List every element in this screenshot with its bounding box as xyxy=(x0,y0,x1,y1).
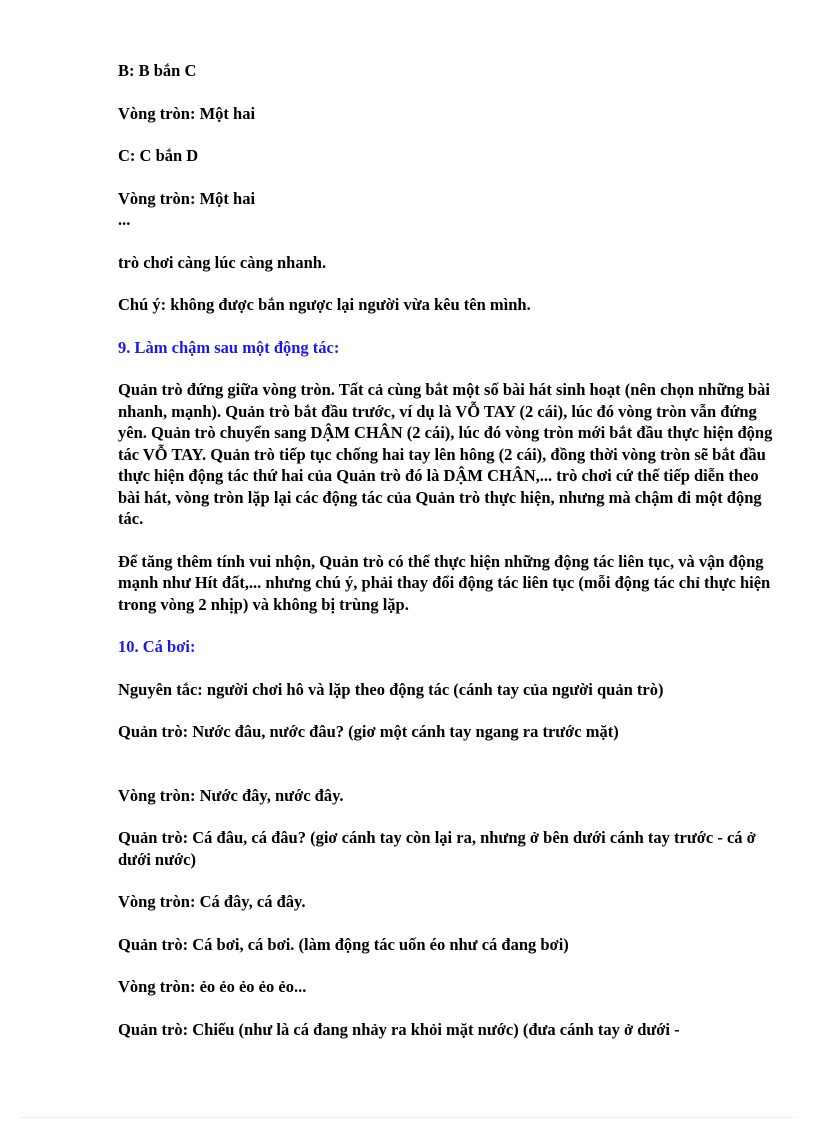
section-9-heading: 9. Làm chậm sau một động tác: xyxy=(118,337,340,357)
dialog-circle-1: Vòng tròn: Nước đây, nước đây. xyxy=(118,785,344,805)
line-b-shoots-c: B: B bắn C xyxy=(118,61,197,80)
line-circle-one-two: Vòng tròn: Một hai xyxy=(118,103,256,123)
line-ellipsis: ... xyxy=(118,210,131,229)
section-9-paragraph-2: Để tăng thêm tính vui nhộn, Quản trò có thể thực hiện những động tác liên tục, và vận động mạnh như Hít đất,... nhưng chú ý, phải thay đổi động tác liên tục (mỗi động tác chỉ thực hiện trong vòng 2 nhịp) và không bị trùng lặp. xyxy=(118,551,771,614)
section-9-paragraph-1: Quản trò đứng giữa vòng tròn. Tất cả cùng bắt một số bài hát sinh hoạt (nên chọn những bài nhanh, mạnh). Quản trò bắt đầu trước, ví dụ là VỖ TAY (2 cái), lúc đó vòng tròn vẫn đứng yên. Quản trò chuyển sang DẬM CHÂN (2 cái), lúc đó vòng tròn mới bắt đầu thực hiện động tác VỖ TAY. Quản trò tiếp tục chống hai tay lên hông (2 cái), đồng thời vòng tròn sẽ bắt đầu thực hiện động tác thứ hai của Quản trò đó là DẬM CHÂN,... trò chơi cứ thế tiếp diễn theo bài hát, vòng tròn lặp lại các động tác của Quản trò thực hiện, nhưng mà chậm đi một động tác. xyxy=(118,380,773,528)
dialog-circle-3: Vòng tròn: ẻo ẻo ẻo ẻo ẻo... xyxy=(118,977,307,996)
dialog-leader-1: Quản trò: Nước đâu, nước đâu? (giơ một cánh tay ngang ra trước mặt) xyxy=(118,722,619,741)
page-bottom-divider xyxy=(20,1117,796,1118)
document-page xyxy=(118,60,783,1040)
dialog-circle-2: Vòng tròn: Cá đây, cá đây. xyxy=(118,892,306,911)
line-game-faster: trò chơi càng lúc càng nhanh. xyxy=(118,252,327,272)
dialog-leader-2: Quản trò: Cá đâu, cá đâu? (giơ cánh tay còn lại ra, nhưng ở bên dưới cánh tay trước - cá ở dưới nước) xyxy=(118,828,756,869)
section-10-heading: 10. Cá bơi: xyxy=(118,637,196,656)
line-c-shoots-d: C: C bắn D xyxy=(118,146,199,165)
dialog-leader-3: Quản trò: Cá bơi, cá bơi. (làm động tác uốn éo như cá đang bơi) xyxy=(118,934,569,954)
line-circle-one-two-2: Vòng tròn: Một hai xyxy=(118,188,256,208)
dialog-leader-4: Quản trò: Chiếu (như là cá đang nhảy ra khỏi mặt nước) (đưa cánh tay ở dưới - xyxy=(118,1019,680,1039)
line-note: Chú ý: không được bắn ngược lại người vừa kêu tên mình. xyxy=(118,295,531,314)
section-10-principle: Nguyên tắc: người chơi hô và lặp theo động tác (cánh tay của người quản trò) xyxy=(118,679,664,699)
